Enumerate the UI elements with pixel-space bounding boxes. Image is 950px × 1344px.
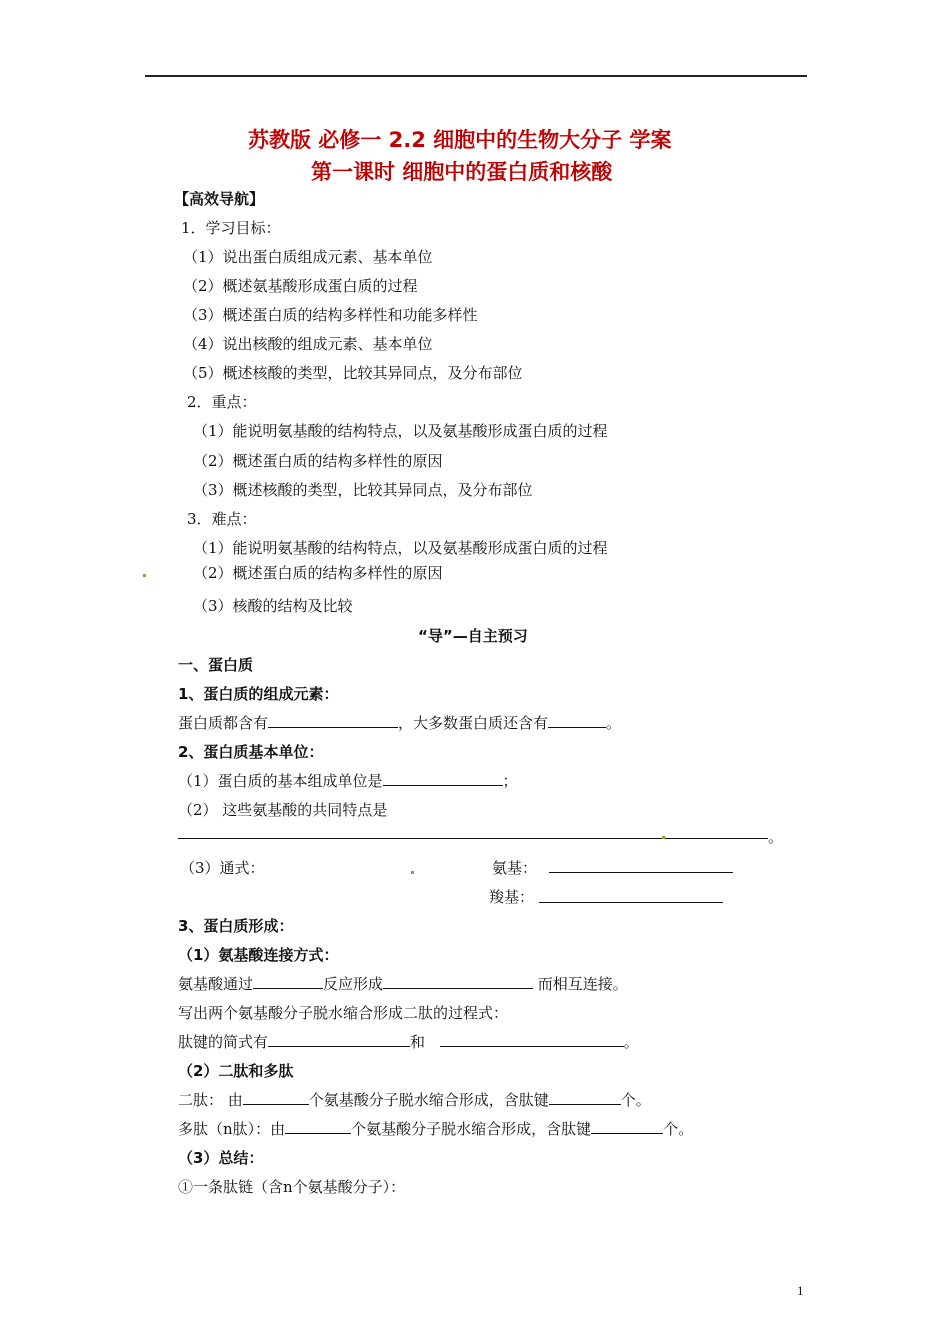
blank-peptide-2[interactable]	[440, 1032, 624, 1047]
blank-polypeptide-bonds[interactable]	[591, 1119, 663, 1134]
write-instruction: 写出两个氨基酸分子脱水缩合形成二肽的过程式：	[178, 1004, 509, 1022]
preview-heading: “导”—自主预习	[418, 627, 528, 645]
key-item: （2）概述蛋白质的结构多样性的原因	[193, 452, 443, 470]
blank-bond[interactable]	[383, 974, 533, 989]
header-rule	[145, 75, 807, 77]
composition-heading: 1、蛋白质的组成元素：	[178, 685, 339, 703]
amino-label: 氨基：	[492, 859, 538, 877]
polypeptide-line	[178, 1118, 693, 1139]
blank-dipeptide-bonds[interactable]	[549, 1090, 621, 1105]
composition-text-b: ，大多数蛋白质还含有	[398, 714, 549, 732]
basic-unit-line	[178, 770, 518, 791]
composition-text-a: 蛋白质都含有	[178, 714, 269, 732]
blank-carboxyl[interactable]	[539, 902, 723, 903]
key-heading: 2．重点：	[187, 393, 257, 411]
goals-heading: 1．学习目标：	[181, 219, 281, 237]
blank-dipeptide-count[interactable]	[243, 1090, 309, 1105]
peptide-text-b: 和	[410, 1033, 430, 1051]
stray-dot	[411, 871, 414, 874]
difficult-item: （2）概述蛋白质的结构多样性的原因	[193, 564, 443, 582]
composition-line	[178, 712, 621, 733]
basic-unit-end: ；	[502, 772, 518, 790]
basic-unit-heading: 2、蛋白质基本单位：	[178, 743, 324, 761]
stray-dot	[662, 836, 665, 839]
link-line	[178, 973, 628, 994]
section-protein: 一、蛋白质	[178, 656, 254, 674]
stray-dot	[143, 574, 146, 577]
goal-item: （4）说出核酸的组成元素、基本单位	[183, 335, 433, 353]
blank-extra-elements[interactable]	[548, 713, 606, 728]
difficult-item: （3）核酸的结构及比较	[193, 597, 353, 615]
goal-item: （1）说出蛋白质组成元素、基本单位	[183, 248, 433, 266]
dipeptide-text-a: 二肽： 由	[178, 1091, 243, 1109]
dipeptide-heading: （2）二肽和多肽	[178, 1062, 294, 1080]
blank-common-feature[interactable]	[178, 838, 768, 839]
blank-basic-unit[interactable]	[383, 771, 503, 786]
blank-reaction[interactable]	[253, 974, 323, 989]
goal-item: （2）概述氨基酸形成蛋白质的过程	[183, 277, 418, 295]
polypeptide-text-a: 多肽（n肽）：由	[178, 1120, 286, 1138]
summary-item: ①一条肽链（含n个氨基酸分子）：	[178, 1178, 406, 1196]
carboxyl-label: 羧基：	[489, 888, 535, 906]
blank-polypeptide-count[interactable]	[285, 1119, 351, 1134]
blank-peptide-1[interactable]	[268, 1032, 410, 1047]
formula-label: （3）通式：	[180, 859, 265, 877]
page-number: 1	[797, 1283, 804, 1298]
goal-item: （5）概述核酸的类型，比较其异同点，及分布部位	[183, 364, 523, 382]
dipeptide-line	[178, 1089, 651, 1110]
difficult-heading: 3．难点：	[187, 510, 257, 528]
peptide-text-c: 。	[623, 1033, 639, 1051]
polypeptide-text-b: 个氨基酸分子脱水缩合形成，含肽键	[351, 1120, 592, 1138]
key-item: （3）概述核酸的类型，比较其异同点，及分布部位	[193, 481, 533, 499]
polypeptide-text-c: 个。	[663, 1120, 694, 1138]
basic-unit-text: （1）蛋白质的基本组成单位是	[178, 772, 383, 790]
common-feature-text: （2） 这些氨基酸的共同特点是	[178, 801, 388, 819]
blank-elements[interactable]	[268, 713, 398, 728]
peptide-text-a: 肽键的简式有	[178, 1033, 269, 1051]
link-text-a: 氨基酸通过	[178, 975, 254, 993]
link-text-b: 反应形成	[323, 975, 384, 993]
title-line-1: 苏教版 必修一 2.2 细胞中的生物大分子 学案	[248, 128, 672, 152]
link-heading: （1）氨基酸连接方式：	[178, 946, 339, 964]
formation-heading: 3、蛋白质形成：	[178, 917, 294, 935]
peptide-line	[178, 1031, 639, 1052]
composition-text-c: 。	[606, 714, 622, 732]
key-item: （1）能说明氨基酸的结构特点，以及氨基酸形成蛋白质的过程	[193, 422, 608, 440]
link-text-c: 而相互连接。	[533, 975, 628, 993]
goal-item: （3）概述蛋白质的结构多样性和功能多样性	[183, 306, 478, 324]
title-line-2: 第一课时 细胞中的蛋白质和核酸	[311, 160, 613, 184]
dipeptide-text-b: 个氨基酸分子脱水缩合形成，含肽键	[308, 1091, 549, 1109]
blank-amino[interactable]	[549, 872, 733, 873]
common-feature-end: 。	[768, 828, 784, 846]
difficult-item: （1）能说明氨基酸的结构特点，以及氨基酸形成蛋白质的过程	[193, 539, 608, 557]
nav-heading: 【高效导航】	[174, 190, 265, 208]
summary-heading: （3）总结：	[178, 1149, 264, 1167]
dipeptide-text-c: 个。	[620, 1091, 651, 1109]
